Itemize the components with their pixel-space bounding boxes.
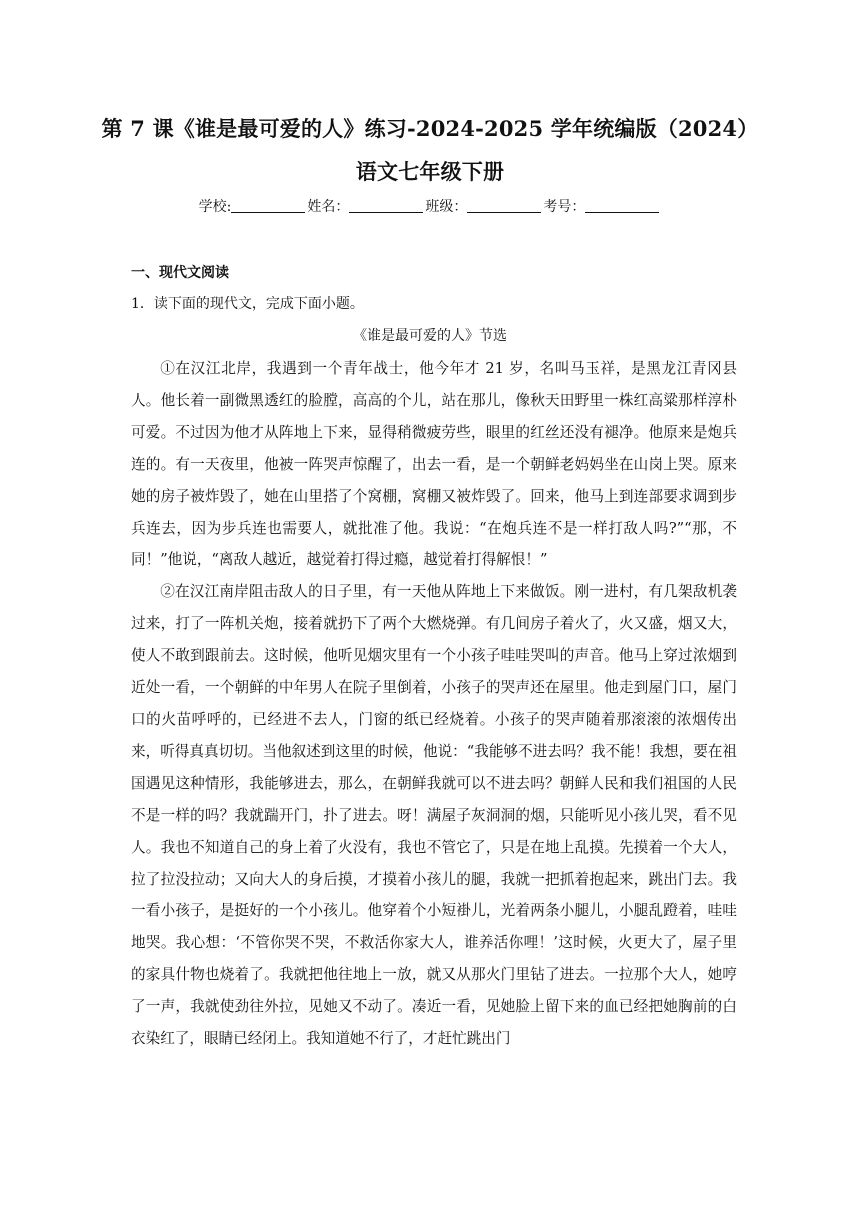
passage-body — [131, 353, 737, 1055]
paragraph-2: ②在汉江南岸阻击敌人的日子里，有一天他从阵地上下来做饭。刚一进村，有几架敌机袭过来，打了一阵机关炮，接着就扔下了两个大燃烧弹。有几间房子着火了，火又盛，烟又大，使人不敢到跟前去。这时候，他听见烟灾里有一个小孩子哇哇哭叫的声音。他马上穿过浓烟到近处一看，一个朝鲜的中年男人在院子里倒着，小孩子的哭声还在屋里。他走到屋门口，屋门口的火苗呼呼的，已经进不去人，门窗的纸已经烧着。小孩子的哭声随着那滚滚的浓烟传出来，听得真真切切。当他叙述到这里的时候，他说：“我能够不进去吗？我不能！我想，要在祖国遇见这种情形，我能够进去，那么，在朝鲜我就可以不进去吗？朝鲜人民和我们祖国的人民不是一样的吗？我就踹开门，扑了进去。呀！满屋子灰洞洞的烟，只能听见小孩儿哭，看不见人。我也不知道自己的身上着了火没有，我也不管它了，只是在地上乱摸。先摸着一个大人，拉了拉没拉动；又向大人的身后摸，才摸着小孩儿的腿，我就一把抓着抱起来，跳出门去。我一看小孩子，是挺好的一个小孩儿。他穿着个小短褂儿，光着两条小腿儿，小腿乱蹬着，哇哇地哭。我心想：‘不管你哭不哭，不救活你家大人，谁养活你哩！’这时候，火更大了，屋子里的家具什物也烧着了。我就把他往地上一放，就又从那火门里钻了进去。一拉那个大人，她哼了一声，我就使劲往外拉，见她又不动了。凑近一看，见她脸上留下来的血已经把她胸前的白衣染红了，眼睛已经闭上。我知道她不行了，才赶忙跳出门 — [131, 583, 737, 1048]
name-label: 姓名： — [307, 199, 350, 215]
class-label: 班级： — [425, 199, 468, 215]
school-label: 学校: — [198, 199, 232, 215]
page-subtitle: 语文七年级下册 — [355, 159, 505, 184]
exam-no-label: 考号： — [543, 199, 586, 215]
name-field[interactable] — [349, 198, 423, 213]
class-field[interactable] — [467, 198, 541, 213]
school-field[interactable] — [231, 198, 305, 213]
section-heading: 一、现代文阅读 — [131, 265, 229, 281]
student-info-line — [60, 196, 800, 216]
passage-title: 《谁是最可爱的人》节选 — [353, 328, 507, 344]
paragraph-1: ①在汉江北岸，我遇到一个青年战士，他今年才 21 岁，名叫马玉祥，是黑龙江青冈县人。他长着一副微黑透红的脸膛，高高的个儿，站在那儿，像秋天田野里一株红高粱那样淳朴可爱。不过因为他才从阵地上下来，显得稍微疲劳些，眼里的红丝还没有褪净。他原来是炮兵连的。有一天夜里，他被一阵哭声惊醒了，出去一看，是一个朝鲜老妈妈坐在山岗上哭。原来她的房子被炸毁了，她在山里搭了个窝棚，窝棚又被炸毁了。回来，他马上到连部要求调到步兵连去，因为步兵连也需要人，就批准了他。我说：“在炮兵连不是一样打敌人吗?”“那，不同！”他说，“离敌人越近，越觉着打得过瘾，越觉着打得解恨！” — [131, 360, 737, 569]
question-prompt: 1．读下面的现代文，完成下面小题。 — [131, 296, 364, 312]
exam-no-field[interactable] — [585, 198, 659, 213]
page-title: 第 7 课《谁是最可爱的人》练习-2024-2025 学年统编版（2024） — [101, 116, 759, 141]
